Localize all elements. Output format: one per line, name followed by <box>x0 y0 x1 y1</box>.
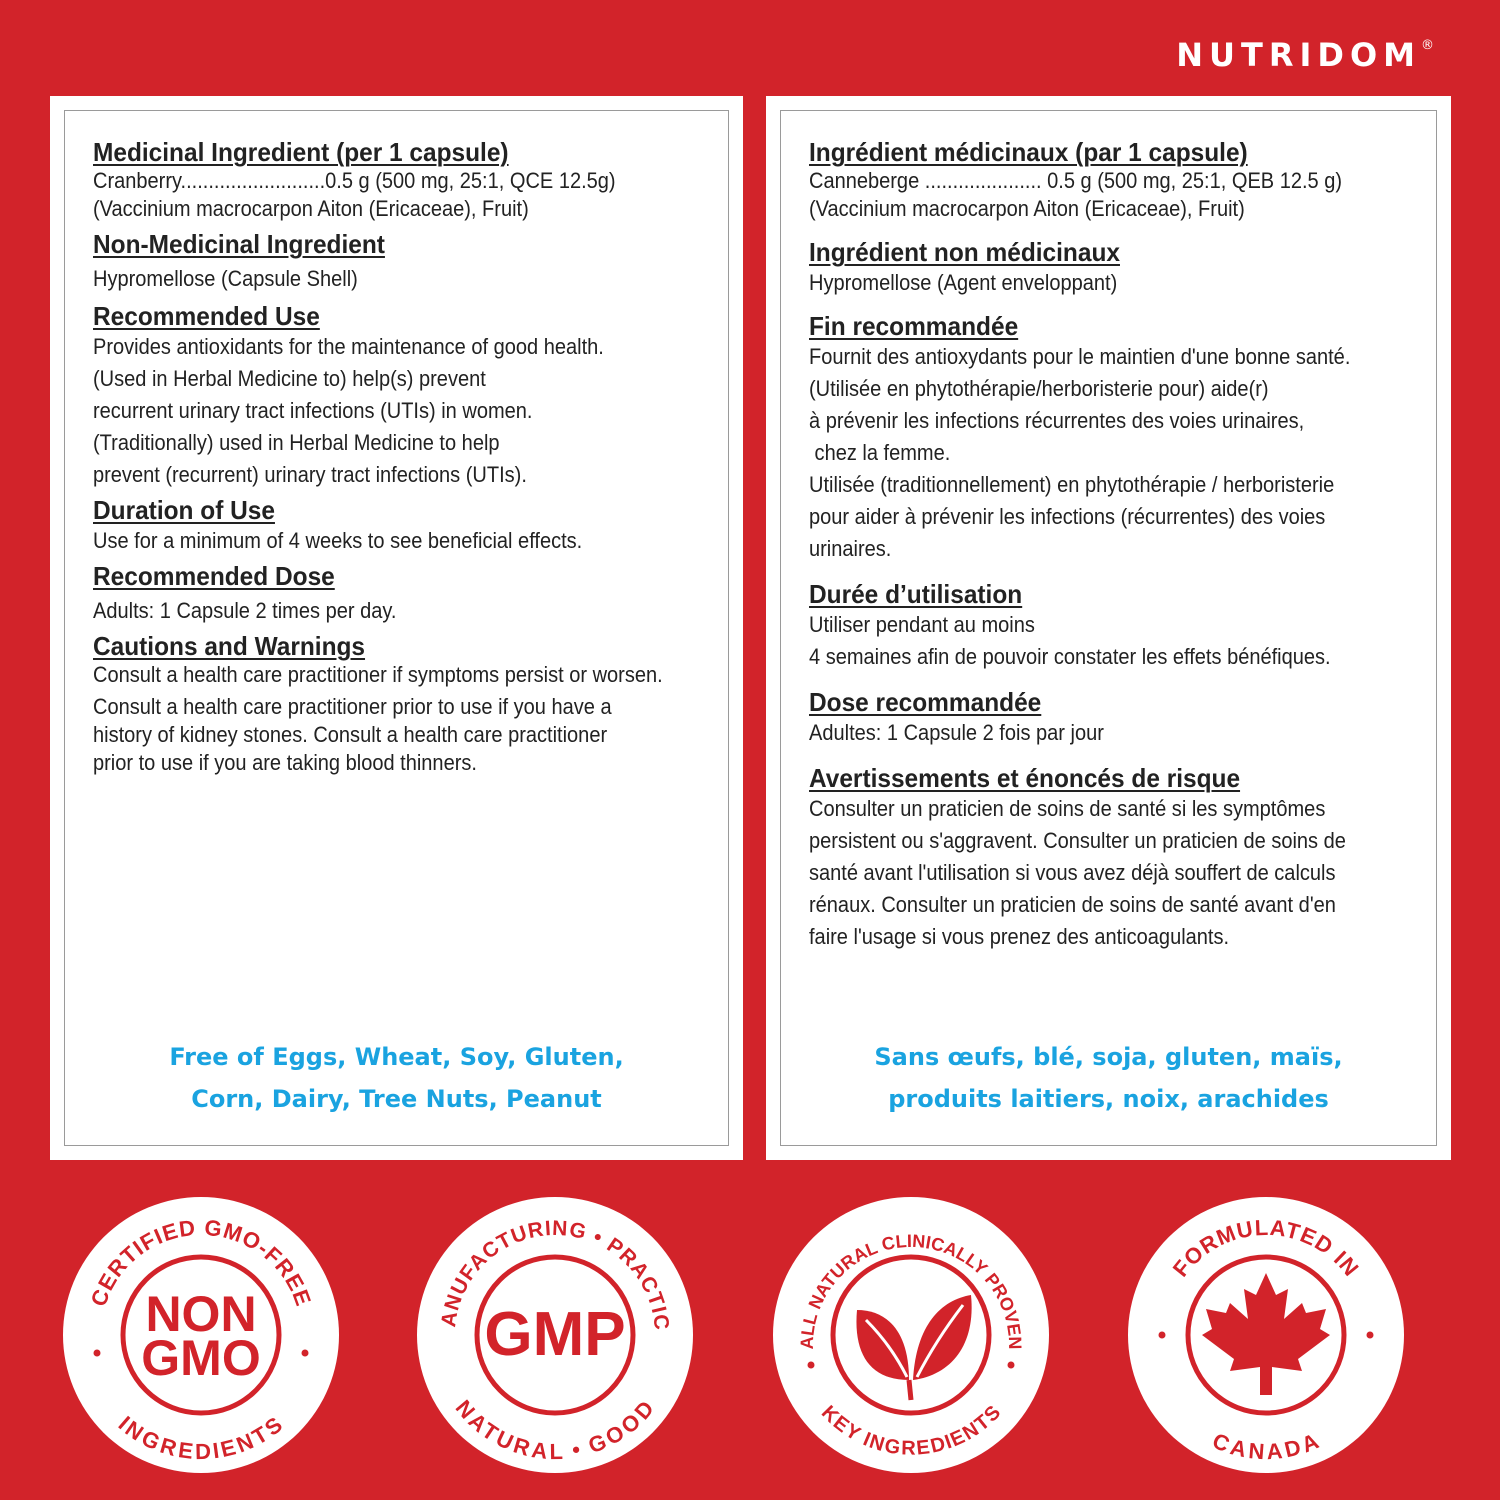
recommended-use-title: Recommended Use <box>93 301 320 331</box>
fr-non-medicinal-title: Ingrédient non médicinaux <box>809 237 1120 267</box>
fr-medicinal-title: Ingrédient médicinaux (par 1 capsule) <box>809 137 1248 167</box>
fr-duration-line-0: Utiliser pendant au moins <box>809 612 1035 637</box>
non-gmo-seal <box>61 1195 341 1475</box>
fr-non-medicinal-line-0: Hypromellose (Agent enveloppant) <box>809 270 1118 295</box>
french-content <box>809 137 1424 953</box>
fr-cautions-line-4: faire l'usage si vous prenez des anticoagulants. <box>809 924 1230 949</box>
fr-use-line-3: chez la femme. <box>809 440 951 465</box>
fr-duration-line-1: 4 semaines afin de pouvoir constater les effets bénéfiques. <box>809 644 1331 669</box>
medicinal-ingredient-title: Medicinal Ingredient (per 1 capsule) <box>93 137 509 167</box>
use-line-4: prevent (recurrent) urinary tract infections (UTIs). <box>93 462 527 487</box>
english-allergen-statement <box>65 1036 728 1120</box>
duration-section <box>93 495 716 557</box>
french-panel-border <box>780 110 1437 1146</box>
dose-section <box>93 561 716 627</box>
fr-medicinal-line-1: (Vaccinium macrocarpon Aiton (Ericaceae), Fruit) <box>809 196 1245 221</box>
cautions-title: Cautions and Warnings <box>93 631 366 661</box>
cautions-line-2: history of kidney stones. Consult a health care practitioner <box>93 722 608 747</box>
fr-dose-title: Dose recommandée <box>809 687 1042 717</box>
badge-center-line-0: NON <box>145 1286 257 1342</box>
french-allergen-statement <box>781 1036 1436 1120</box>
badge-bottom-text-3: CANADA <box>1209 1427 1323 1465</box>
non-medicinal-line-0: Hypromellose (Capsule Shell) <box>93 266 358 291</box>
badge-top-text-1: ANUFACTURING • PRACTIC <box>437 1216 674 1332</box>
canada-badge <box>1126 1195 1406 1475</box>
fr-non-medicinal-section <box>809 237 1424 299</box>
english-panel-border <box>64 110 729 1146</box>
fr-use-line-5: pour aider à prévenir les infections (récurrentes) des voies <box>809 504 1326 529</box>
fr-use-line-6: urinaires. <box>809 536 892 561</box>
badge-top-text-2: ALL NATURAL CLINICALLY PROVEN <box>796 1230 1026 1350</box>
fr-duration-section <box>809 579 1424 673</box>
english-label-panel <box>50 96 743 1160</box>
badge-top-text-3: FORMULATED IN <box>1167 1214 1365 1282</box>
canada-seal <box>1126 1195 1406 1475</box>
dose-title: Recommended Dose <box>93 561 335 591</box>
cautions-line-1: Consult a health care practitioner prior to use if you have a <box>93 694 612 719</box>
fr-use-line-2: à prévenir les infections récurrentes des voies urinaires, <box>809 408 1305 433</box>
duration-line-0: Use for a minimum of 4 weeks to see beneficial effects. <box>93 528 583 553</box>
use-line-0: Provides antioxidants for the maintenance of good health. <box>93 334 604 359</box>
medicinal-line-0: Cranberry..........................0.5 g (500 mg, 25:1, QCE 12.5g) <box>93 168 616 193</box>
non-gmo-badge <box>61 1195 341 1475</box>
allergen-line-1: Corn, Dairy, Tree Nuts, Peanut <box>191 1085 602 1113</box>
fr-use-title: Fin recommandée <box>809 311 1019 341</box>
non-medicinal-section <box>93 229 716 295</box>
fr-dose-line-0: Adultes: 1 Capsule 2 fois par jour <box>809 720 1104 745</box>
french-label-panel <box>766 96 1451 1160</box>
cautions-line-3: prior to use if you are taking blood thinners. <box>93 750 477 775</box>
cautions-line-0: Consult a health care practitioner if symptoms persist or worsen. <box>93 662 663 687</box>
fr-medicinal-section <box>809 137 1424 223</box>
dose-line-0: Adults: 1 Capsule 2 times per day. <box>93 598 397 623</box>
natural-ingredients-badge <box>771 1195 1051 1475</box>
badge-bottom-text-2: KEY INGREDIENTS <box>816 1401 1006 1460</box>
fr-allergen-line-0: Sans œufs, blé, soja, gluten, maïs, <box>874 1043 1343 1071</box>
use-line-3: (Traditionally) used in Herbal Medicine to help <box>93 430 500 455</box>
fr-cautions-section <box>809 763 1424 953</box>
badge-bottom-text-1: NATURAL • GOOD <box>450 1395 660 1465</box>
brand-logo <box>1176 36 1434 74</box>
badge-center-line-gmp: GMP <box>484 1300 626 1369</box>
fr-use-line-4: Utilisée (traditionnellement) en phytothérapie / herboristerie <box>809 472 1335 497</box>
medicinal-line-1: (Vaccinium macrocarpon Aiton (Ericaceae), Fruit) <box>93 196 529 221</box>
natural-seal <box>771 1195 1051 1475</box>
fr-cautions-line-1: persistent ou s'aggravent. Consulter un praticien de soins de <box>809 828 1346 853</box>
fr-use-line-1: (Utilisée en phytothérapie/herboristerie pour) aide(r) <box>809 376 1269 401</box>
duration-title: Duration of Use <box>93 495 275 525</box>
non-medicinal-title: Non-Medicinal Ingredient <box>93 229 385 259</box>
gmp-seal <box>415 1195 695 1475</box>
gmp-badge <box>415 1195 695 1475</box>
registered-mark: ® <box>1421 38 1434 53</box>
fr-duration-title: Durée d’utilisation <box>809 579 1023 609</box>
brand-name: NUTRIDOM <box>1176 36 1421 74</box>
fr-dose-section <box>809 687 1424 749</box>
fr-cautions-line-0: Consulter un praticien de soins de santé si les symptômes <box>809 796 1326 821</box>
allergen-line-0: Free of Eggs, Wheat, Soy, Gluten, <box>169 1043 624 1071</box>
english-content <box>93 137 716 777</box>
badge-bottom-text-0: INGREDIENTS <box>113 1411 288 1465</box>
fr-medicinal-line-0: Canneberge ..................... 0.5 g (500 mg, 25:1, QEB 12.5 g) <box>809 168 1343 193</box>
fr-allergen-line-1: produits laitiers, noix, arachides <box>888 1085 1329 1113</box>
cautions-section <box>93 631 716 777</box>
fr-use-section <box>809 311 1424 565</box>
medicinal-ingredient-section <box>93 137 716 223</box>
use-line-2: recurrent urinary tract infections (UTIs) in women. <box>93 398 533 423</box>
badge-top-text-0: CERTIFIED GMO-FREE <box>85 1214 317 1310</box>
fr-cautions-line-2: santé avant l'utilisation si vous avez déjà souffert de calculs <box>809 860 1336 885</box>
fr-use-line-0: Fournit des antioxydants pour le maintien d'une bonne santé. <box>809 344 1351 369</box>
recommended-use-section <box>93 301 716 491</box>
fr-cautions-line-3: rénaux. Consulter un praticien de soins de santé avant d'en <box>809 892 1336 917</box>
use-line-1: (Used in Herbal Medicine to) help(s) prevent <box>93 366 486 391</box>
fr-cautions-title: Avertissements et énoncés de risque <box>809 763 1241 793</box>
badge-center-line-1: GMO <box>141 1330 261 1386</box>
